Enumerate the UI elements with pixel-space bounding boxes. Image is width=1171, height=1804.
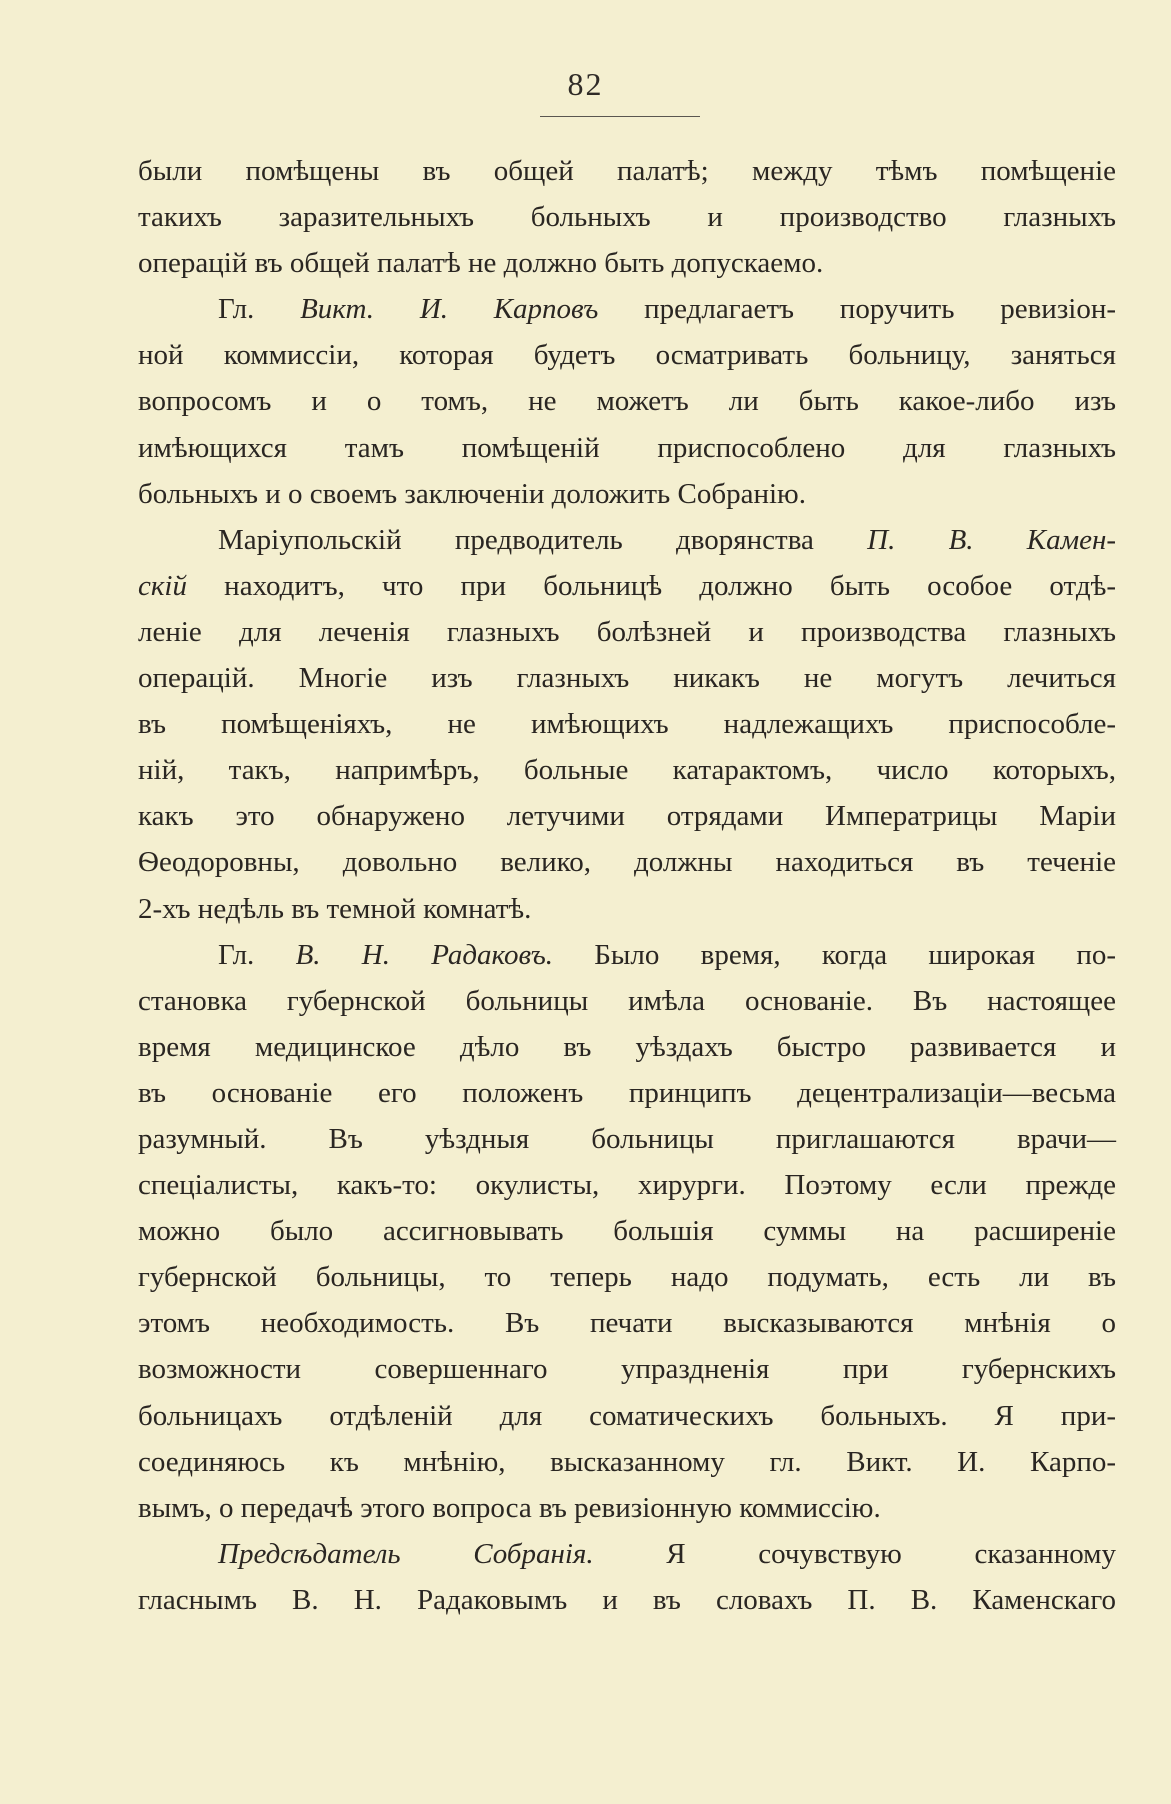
text-line xyxy=(138,1346,1116,1392)
text-segment: какъ это обнаружено летучими отрядами Императрицы Маріи xyxy=(138,800,1116,833)
text-segment: Было время, когда широкая по- xyxy=(553,938,1117,971)
page-number: 82 xyxy=(567,66,604,102)
text-line xyxy=(138,425,1116,471)
text-segment: вопросомъ и о томъ, не можетъ ли быть какое-либо изъ xyxy=(138,385,1116,418)
text-segment: Ѳеодоровны, довольно велико, должны находиться въ теченіе xyxy=(138,846,1116,879)
italic-name: Викт. И. Карповъ xyxy=(300,293,599,326)
text-segment: спеціалисты, какъ-то: окулисты, хирурги. Поэтому если прежде xyxy=(138,1169,1116,1202)
text-line xyxy=(138,471,1116,517)
text-segment: Гл. xyxy=(218,293,301,326)
text-segment: ній, такъ, напримѣръ, больные катарактомъ, число которыхъ, xyxy=(138,754,1116,787)
text-line xyxy=(138,886,1116,932)
text-segment: соединяюсь къ мнѣнію, высказанному гл. Викт. И. Карпо- xyxy=(138,1445,1116,1478)
text-segment: гласнымъ В. Н. Радаковымъ и въ словахъ П. В. Каменскаго xyxy=(138,1583,1116,1616)
text-line xyxy=(138,1070,1116,1116)
text-segment: возможности совершеннаго упраздненія при губернскихъ xyxy=(138,1353,1116,1386)
text-line xyxy=(138,286,1116,332)
text-segment: 2-хъ недѣль въ темной комнатѣ. xyxy=(138,892,532,925)
italic-name: Предсѣдатель Собранія. xyxy=(218,1537,594,1570)
text-segment: въ помѣщеніяхъ, не имѣющихъ надлежащихъ приспособле- xyxy=(138,708,1116,741)
text-line xyxy=(138,932,1116,978)
text-line xyxy=(138,1577,1116,1623)
text-line xyxy=(138,839,1116,885)
text-line xyxy=(138,1439,1116,1485)
text-segment: операцій. Многіе изъ глазныхъ никакъ не могутъ лечиться xyxy=(138,662,1116,695)
text-line xyxy=(138,563,1116,609)
text-line xyxy=(138,655,1116,701)
italic-name: скій xyxy=(138,569,187,602)
italic-name: П. В. Камен- xyxy=(867,523,1116,556)
text-segment: такихъ заразительныхъ больныхъ и производство глазныхъ xyxy=(138,201,1116,234)
text-segment: находитъ, что при больницѣ должно быть особое отдѣ- xyxy=(187,569,1116,602)
text-segment: ной коммиссіи, которая будетъ осматривать больницу, заняться xyxy=(138,339,1116,372)
text-line xyxy=(138,1254,1116,1300)
text-line xyxy=(138,609,1116,655)
text-segment: этомъ необходимость. Въ печати высказываются мнѣнія о xyxy=(138,1307,1116,1340)
text-line xyxy=(138,978,1116,1024)
text-segment: операцій въ общей палатѣ не должно быть допускаемо. xyxy=(138,247,824,280)
text-segment: разумный. Въ уѣздныя больницы приглашаются врачи— xyxy=(138,1122,1116,1155)
text-segment: въ основаніе его положенъ принципъ децентрализаціи—весьма xyxy=(138,1076,1116,1109)
text-segment: можно было ассигновывать большія суммы на расширеніе xyxy=(138,1215,1116,1248)
text-segment: имѣющихся тамъ помѣщеній приспособлено для глазныхъ xyxy=(138,431,1116,464)
text-segment: больныхъ и о своемъ заключеніи доложить Собранію. xyxy=(138,477,806,510)
italic-name: В. Н. Радаковъ. xyxy=(295,938,554,971)
text-line xyxy=(138,1485,1116,1531)
text-line xyxy=(138,1208,1116,1254)
text-line xyxy=(138,332,1116,378)
text-line xyxy=(138,701,1116,747)
text-segment: становка губернской больницы имѣла основаніе. Въ настоящее xyxy=(138,984,1116,1017)
text-line xyxy=(138,1393,1116,1439)
text-segment: губернской больницы, то теперь надо подумать, есть ли въ xyxy=(138,1261,1116,1294)
text-segment: вымъ, о передачѣ этого вопроса въ ревизіонную коммиссію. xyxy=(138,1491,881,1524)
text-segment: Маріупольскій предводитель дворянства xyxy=(218,523,868,556)
text-line xyxy=(138,194,1116,240)
header-rule xyxy=(540,116,700,117)
text-line xyxy=(138,517,1116,563)
text-segment: время медицинское дѣло въ уѣздахъ быстро развивается и xyxy=(138,1030,1116,1063)
text-line xyxy=(138,747,1116,793)
text-line xyxy=(138,1531,1116,1577)
text-line xyxy=(138,148,1116,194)
text-segment: были помѣщены въ общей палатѣ; между тѣмъ помѣщеніе xyxy=(138,155,1116,187)
text-segment: Гл. xyxy=(218,938,296,971)
text-line xyxy=(138,793,1116,839)
text-line xyxy=(138,1162,1116,1208)
text-line xyxy=(138,1024,1116,1070)
text-line xyxy=(138,1300,1116,1346)
text-line xyxy=(138,240,1116,286)
text-segment: леніе для леченія глазныхъ болѣзней и производства глазныхъ xyxy=(138,615,1116,648)
text-segment: Я сочувствую сказанному xyxy=(593,1537,1117,1570)
text-line xyxy=(138,378,1116,424)
body-text xyxy=(138,148,1116,1623)
text-segment: больницахъ отдѣленій для соматическихъ больныхъ. Я при- xyxy=(138,1399,1116,1432)
text-segment: предлагаетъ поручить ревизіон- xyxy=(598,293,1117,326)
text-line xyxy=(138,1116,1116,1162)
